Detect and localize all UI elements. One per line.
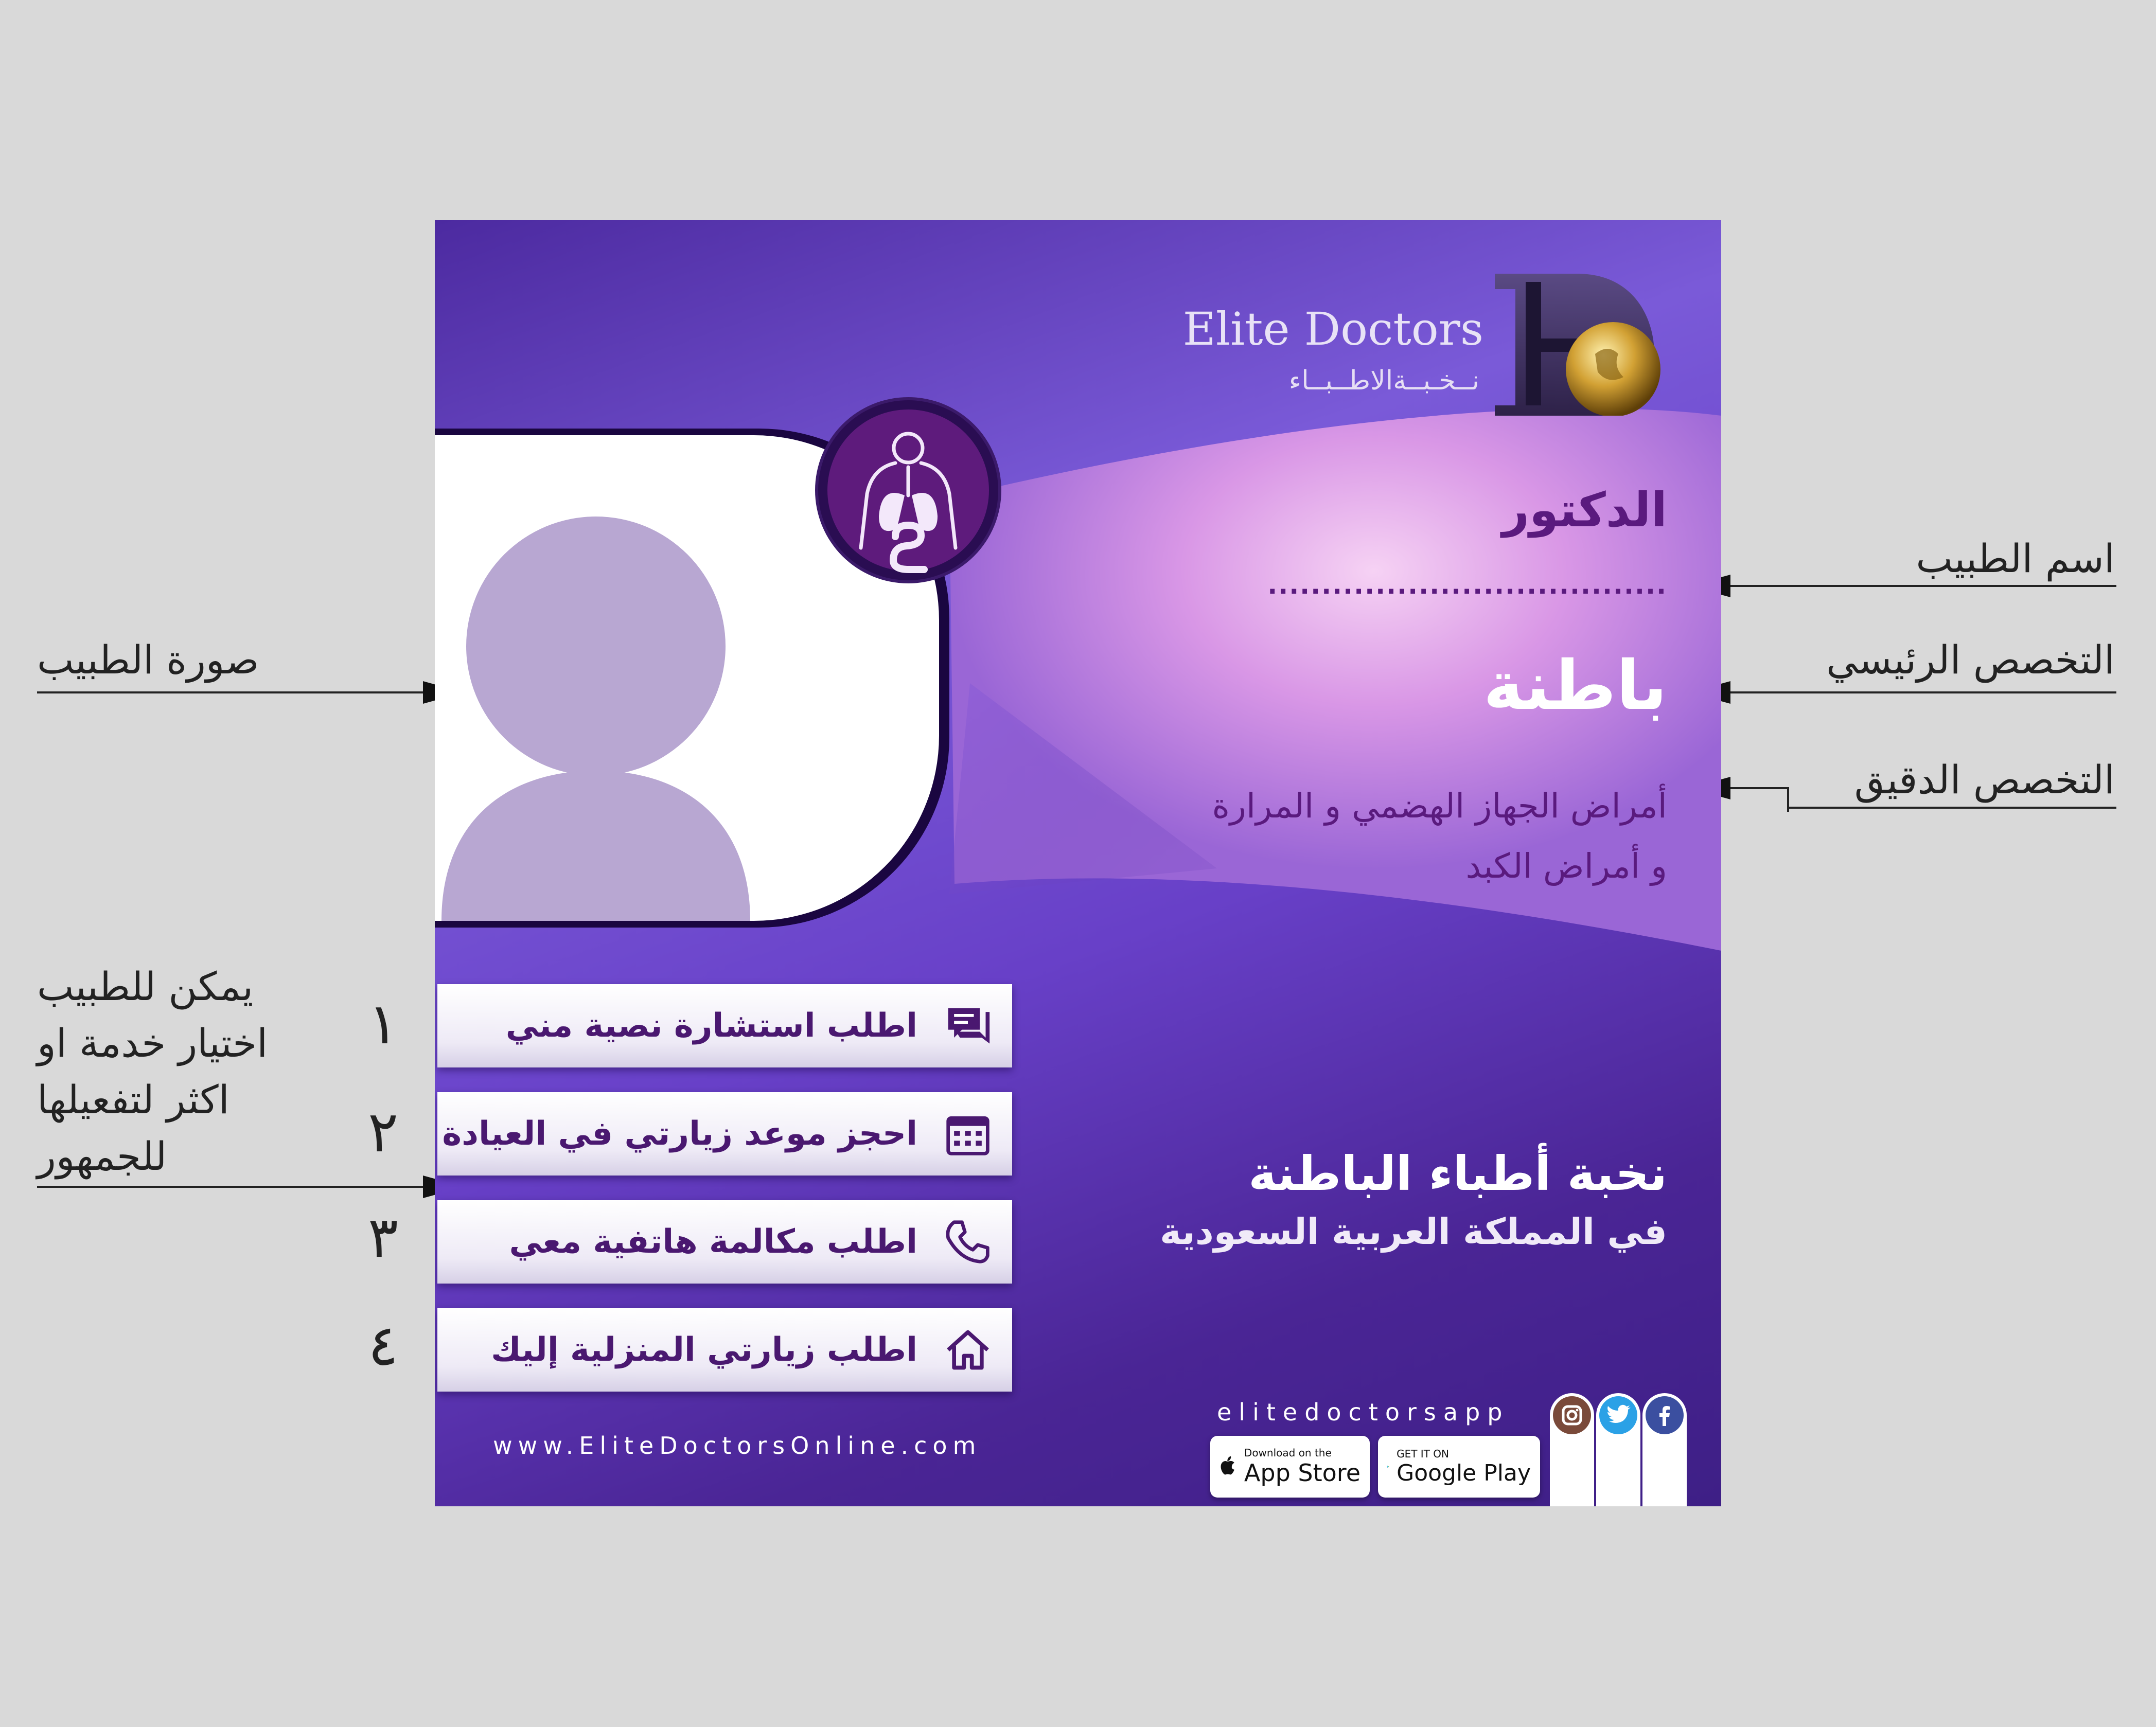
service-home-visit[interactable] bbox=[437, 1308, 1012, 1392]
google-play-big-text: Google Play bbox=[1397, 1459, 1531, 1486]
brand-name-en: Elite Doctors bbox=[1182, 302, 1483, 355]
annotation-services-note-4: للجمهور bbox=[37, 1133, 167, 1179]
annotation-line bbox=[37, 691, 428, 693]
service-label: اطلب مكالمة هاتفية معي bbox=[509, 1223, 917, 1261]
brand-name-ar: نــخـبــةالاطــبــاء bbox=[1288, 365, 1479, 396]
chat-icon bbox=[944, 1002, 992, 1049]
app-store-button[interactable] bbox=[1210, 1436, 1370, 1498]
instagram-button[interactable] bbox=[1550, 1393, 1594, 1506]
service-number-1: ١ bbox=[368, 991, 399, 1057]
annotation-services-note-3: اكثر لتفعيلها bbox=[37, 1077, 229, 1123]
annotation-doctor-name: اسم الطبيب bbox=[1916, 536, 2115, 581]
internal-organs-icon bbox=[818, 400, 998, 580]
doctor-title: الدكتور bbox=[1502, 483, 1667, 538]
google-play-icon bbox=[1387, 1450, 1389, 1484]
doctor-card bbox=[435, 220, 1721, 1506]
annotation-line bbox=[1787, 807, 2116, 809]
calendar-icon bbox=[944, 1110, 992, 1158]
annotation-sub-specialty: التخصص الدقيق bbox=[1854, 757, 2115, 803]
service-phone-call[interactable] bbox=[437, 1200, 1012, 1284]
annotation-main-specialty: التخصص الرئيسي bbox=[1826, 637, 2115, 683]
website-url: www.EliteDoctorsOnline.com bbox=[493, 1432, 982, 1459]
service-number-4: ٤ bbox=[368, 1312, 399, 1378]
twitter-button[interactable] bbox=[1596, 1393, 1640, 1506]
instagram-icon bbox=[1553, 1396, 1591, 1434]
service-clinic-appointment[interactable] bbox=[437, 1092, 1012, 1176]
home-icon bbox=[944, 1326, 992, 1374]
logo-icon bbox=[1485, 251, 1670, 416]
annotation-line bbox=[1726, 585, 2116, 587]
google-play-small-text: GET IT ON bbox=[1397, 1447, 1449, 1460]
headline-line-2: في المملكة العربية السعودية bbox=[1160, 1210, 1667, 1253]
app-store-small-text: Download on the bbox=[1244, 1447, 1332, 1459]
sub-specialty-line-1: أمراض الجهاز الهضمي و المرارة bbox=[1212, 786, 1667, 826]
facebook-button[interactable] bbox=[1642, 1393, 1687, 1506]
annotation-line bbox=[1787, 787, 1789, 812]
apple-icon bbox=[1220, 1450, 1237, 1484]
phone-icon bbox=[944, 1218, 992, 1266]
service-label: اطلب استشارة نصية مني bbox=[505, 1007, 917, 1045]
service-number-3: ٣ bbox=[368, 1204, 399, 1270]
app-store-big-text: App Store bbox=[1244, 1459, 1360, 1487]
annotation-doctor-photo: صورة الطبيب bbox=[37, 637, 259, 683]
annotation-line bbox=[1726, 691, 2116, 693]
annotation-services-note-2: اختيار خدمة او bbox=[37, 1020, 268, 1066]
service-label: اطلب زيارتي المنزلية إليك bbox=[491, 1331, 917, 1369]
annotation-line bbox=[1726, 787, 1788, 789]
service-number-2: ٢ bbox=[368, 1099, 399, 1165]
main-specialty: باطنة bbox=[1483, 646, 1667, 725]
twitter-icon bbox=[1599, 1396, 1637, 1434]
headline-line-1: نخبة أطباء الباطنة bbox=[1248, 1146, 1667, 1201]
sub-specialty-line-2: و أمراض الكبد bbox=[1465, 846, 1667, 886]
specialty-badge bbox=[818, 400, 998, 580]
annotation-line bbox=[37, 1186, 428, 1188]
annotation-services-note-1: يمكن للطبيب bbox=[37, 964, 254, 1009]
social-handle: elitedoctorsapp bbox=[1217, 1398, 1510, 1426]
facebook-icon bbox=[1646, 1396, 1684, 1434]
service-text-consultation[interactable] bbox=[437, 984, 1012, 1067]
google-play-button[interactable] bbox=[1378, 1436, 1540, 1498]
doctor-name-placeholder: ..................................... bbox=[1267, 570, 1667, 600]
service-label: احجز موعد زيارتي في العيادة bbox=[442, 1115, 917, 1153]
